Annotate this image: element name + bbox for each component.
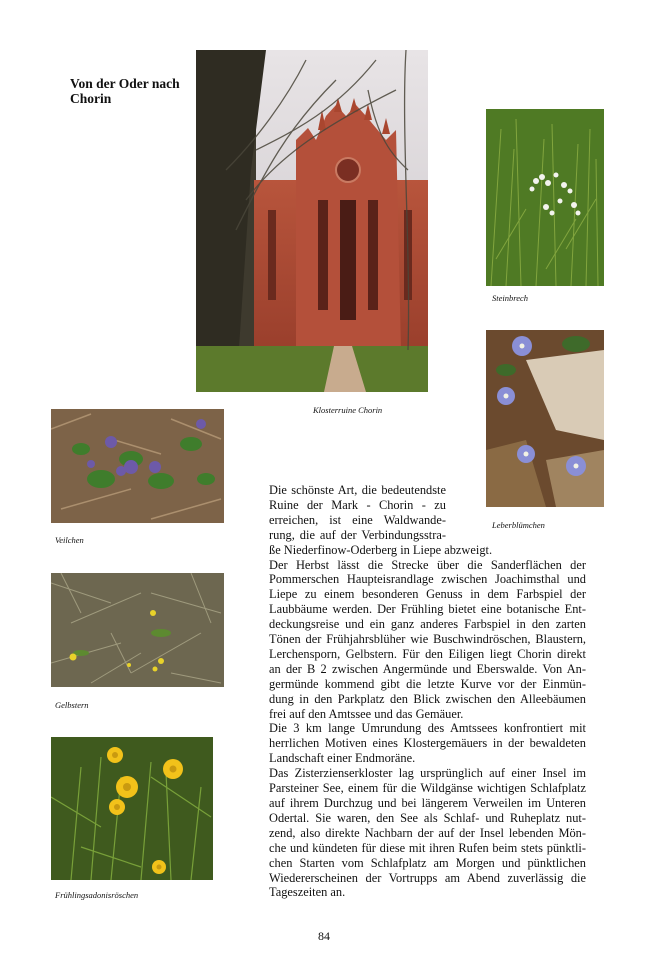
body-line: che und kündeten für diese mit ihren Rufen beim stets pünktli- bbox=[269, 840, 586, 855]
body-line: auf ihrem Durchzug und bei längerem Verweilen im Unteren bbox=[269, 796, 586, 810]
body-line: Der Herbst lässt die Strecke über die Sanderflächen der bbox=[269, 557, 586, 572]
body-line: an der B 2 zwischen Angermünde und Eberswalde. Von An- bbox=[269, 661, 586, 676]
body-line: Odertal. Sie waren, den See als Schlaf- und Ruheplatz nut- bbox=[269, 810, 586, 825]
body-line: deckungsreise und ein ganz anderes Farbspiel in den zarten bbox=[269, 617, 586, 632]
leberbluemchen-photo bbox=[486, 330, 604, 507]
page-heading bbox=[70, 76, 200, 106]
body-line: Lerchensporn, Gelbstern. Für den Eiligen liegt Chorin direkt bbox=[269, 646, 586, 661]
body-line: Parsteiner See, einem für die Wildgänse wichtigen Schlafplatz bbox=[269, 781, 586, 796]
body-line: zend, also direkte Nachbarn der auf der Insel lebenden Mön- bbox=[269, 825, 586, 840]
body-paragraphs bbox=[269, 543, 586, 901]
veilchen-caption: Veilchen bbox=[55, 535, 84, 545]
intro-paragraph bbox=[269, 483, 446, 543]
leberbluemchen-caption: Leberblümchen bbox=[492, 520, 545, 530]
body-line: Pommerschen Haupteisrandlage zwischen Joachimsthal und bbox=[269, 572, 586, 587]
body-line: Tageszeiten an. bbox=[269, 885, 346, 900]
body-line: herrlichen Motiven eines Klostergemäuers in der bewaldeten bbox=[269, 736, 586, 751]
intro-line: Ruine der Mark - Chorin - zu bbox=[269, 497, 446, 512]
page-number: 84 bbox=[318, 929, 330, 943]
klosterruine-chorin-photo bbox=[196, 50, 428, 392]
body-line: Laubbäume werden. Der Frühling bietet eine botanische Ent- bbox=[269, 602, 586, 617]
body-line: dung in den Parkplatz den Blick zwischen den Alleebäumen bbox=[269, 691, 586, 706]
intro-line: Die schönste Art, die bedeutendste bbox=[269, 483, 446, 497]
body-line: Das Zisterzienserkloster lag ursprünglich auf einer Insel im bbox=[269, 766, 586, 781]
body-line: Tönen der Frühjahrsblüher wie Buschwindröschen, Blaustern, bbox=[269, 632, 586, 647]
body-line: Landschaft einer Endmoräne. bbox=[269, 751, 416, 766]
body-line: Wiedererscheinen der Vortrupps am Abend zuverlässig die bbox=[269, 870, 586, 885]
heading-line-1: Von der Oder nach bbox=[70, 76, 180, 91]
body-line: Die 3 km lange Umrundung des Amtssees konfrontiert mit bbox=[269, 721, 586, 736]
gelbstern-caption: Gelbstern bbox=[55, 700, 89, 710]
body-line: ße Niederfinow-Oderberg in Liepe abzweigt. bbox=[269, 542, 493, 557]
steinbrech-caption: Steinbrech bbox=[492, 293, 529, 303]
heading-line-2: Chorin bbox=[70, 91, 112, 106]
fruehlingsadonis-photo bbox=[51, 737, 213, 880]
steinbrech-photo bbox=[486, 109, 604, 286]
veilchen-photo bbox=[51, 409, 224, 523]
body-line: germünde kommend gibt die letzte Kurve vor der Einmün- bbox=[269, 676, 586, 691]
fruehlingsadonis-caption: Frühlingsadonisröschen bbox=[55, 890, 139, 900]
intro-line: erreichen, ist eine Waldwande- bbox=[269, 512, 446, 527]
intro-line: rung, die auf der Verbindungsstra- bbox=[269, 527, 446, 542]
body-line: frei auf den Amtssee und das Gemäuer. bbox=[269, 706, 464, 721]
klosterruine-caption: Klosterruine Chorin bbox=[313, 405, 383, 415]
body-line: Liepe zu einem besonderen Genuss in dem Farbspiel der bbox=[269, 587, 586, 602]
body-line: chen Starten vom Schlafplatz am Morgen und pünktlichen bbox=[269, 855, 586, 870]
gelbstern-photo bbox=[51, 573, 224, 687]
